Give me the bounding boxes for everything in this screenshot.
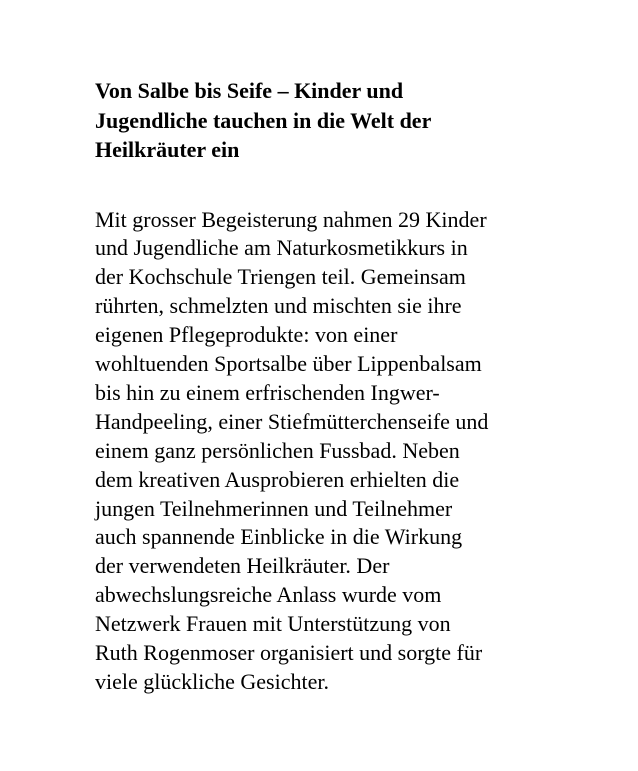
- body-line: und Jugendliche am Naturkosmetikkurs in: [95, 235, 468, 261]
- body-line: auch spannende Einblicke in die Wirkung: [95, 524, 463, 550]
- body-line: Handpeeling, einer Stiefmütterchenseife und: [95, 408, 489, 434]
- body-line: viele glückliche Gesichter.: [95, 669, 329, 694]
- body-line: abwechslungsreiche Anlass wurde vom: [95, 582, 442, 608]
- body-line: wohltuenden Sportsalbe über Lippenbalsam: [95, 351, 482, 377]
- headline-line: Von Salbe bis Seife – Kinder und: [95, 78, 404, 103]
- body-line: der verwendeten Heilkräuter. Der: [95, 553, 390, 579]
- body-line: bis hin zu einem erfrischenden Ingwer-: [95, 379, 440, 405]
- article-headline: [95, 76, 615, 165]
- headline-line: Jugendliche tauchen in die Welt der: [95, 107, 432, 133]
- article-body: [95, 206, 615, 697]
- body-line: einem ganz persönlichen Fussbad. Neben: [95, 437, 460, 463]
- article: [95, 76, 615, 697]
- body-line: Mit grosser Begeisterung nahmen 29 Kinder: [95, 206, 487, 232]
- headline-line: Heilkräuter ein: [95, 137, 240, 162]
- body-line: dem kreativen Ausprobieren erhielten die: [95, 466, 460, 492]
- body-line: rührten, schmelzten und mischten sie ihre: [95, 293, 462, 319]
- body-line: eigenen Pflegeprodukte: von einer: [95, 322, 398, 348]
- body-line: Ruth Rogenmoser organisiert und sorgte für: [95, 640, 483, 666]
- body-line: Netzwerk Frauen mit Unterstützung von: [95, 611, 451, 637]
- body-line: der Kochschule Triengen teil. Gemeinsam: [95, 264, 466, 290]
- body-line: jungen Teilnehmerinnen und Teilnehmer: [95, 495, 453, 521]
